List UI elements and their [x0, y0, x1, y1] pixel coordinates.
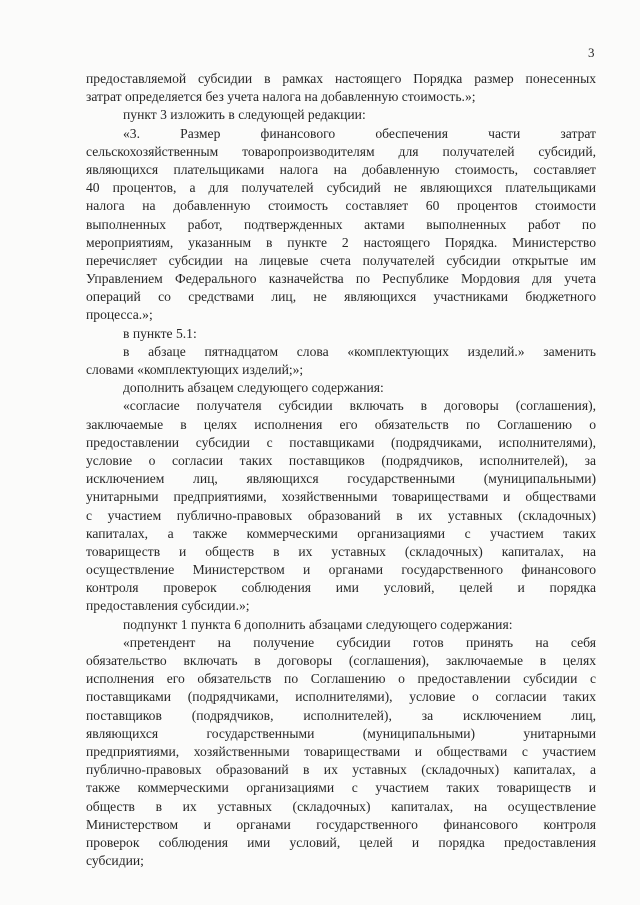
text-line: предоставления субсидии.»; — [86, 598, 250, 614]
text-line: обязательство включать в договоры (соглашения), заключаемые в целях — [86, 653, 596, 668]
text-line: являющихся плательщиками налога на добавленную стоимость, составляет — [86, 161, 596, 177]
text-line: «согласие получателя субсидии включать в договоры (соглашения), — [123, 398, 596, 414]
text-line: в пункте 5.1: — [123, 325, 197, 341]
text-line: также коммерческими организациями с участием таких товариществ и — [86, 780, 596, 796]
text-line: капиталах, а также коммерческими организациями с участием таких — [86, 525, 596, 541]
text-line: подпункт 1 пункта 6 дополнить абзацами следующего содержания: — [123, 616, 513, 632]
text-line: товариществ и обществ в их уставных (складочных) капиталах, на — [86, 543, 596, 559]
page-number: 3 — [588, 45, 595, 60]
text-line: налога на добавленную стоимость составляет 60 процентов стоимости — [86, 198, 596, 214]
text-line: контроля проверок соблюдения ими условий, целей и порядка — [86, 580, 596, 596]
text-line: процесса.»; — [86, 307, 153, 323]
text-line: выполненных работ, подтвержденных актами выполненных работ по — [86, 216, 596, 232]
text-line: публично-правовых образований в их уставных (складочных) капиталах, а — [86, 762, 596, 778]
text-line: являющихся государственными (муниципальными) унитарными — [86, 725, 596, 741]
text-line: 40 процентов, а для получателей субсидий не являющихся плательщиками — [86, 180, 596, 196]
text-line: заключаемые в целях исполнения его обязательств по Соглашению о — [86, 416, 596, 432]
text-line: унитарными предприятиями, хозяйственными товариществами и обществами — [86, 489, 596, 505]
text-line: обществ в их уставных (складочных) капиталах, на осуществление — [86, 798, 596, 814]
text-line: пункт 3 изложить в следующей редакции: — [123, 107, 366, 123]
text-line: словами «комплектующих изделий;»; — [86, 362, 304, 377]
text-line: затрат определяется без учета налога на добавленную стоимость.»; — [86, 89, 476, 105]
text-line: «3. Размер финансового обеспечения части затрат — [123, 125, 596, 141]
text-line: перечисляет субсидии на лицевые счета получателей субсидии открытые им — [86, 252, 596, 268]
text-line: мероприятиям, указанным в пункте 2 настоящего Порядка. Министерство — [86, 234, 596, 250]
text-line: операций со средствами лиц, не являющихся участниками бюджетного — [86, 289, 596, 305]
text-line: в абзаце пятнадцатом слова «комплектующих изделий.» заменить — [123, 343, 596, 359]
text-line: исполнения его обязательств по Соглашению о предоставлении субсидии с — [86, 671, 596, 687]
text-line: Управлением Федерального казначейства по Республике Мордовия для учета — [86, 271, 596, 287]
text-line: осуществление Министерством и органами государственного финансового — [86, 562, 596, 578]
document-body — [86, 70, 596, 870]
text-line: субсидии; — [86, 853, 144, 869]
text-line: предприятиями, хозяйственными товариществами и обществами с участием — [86, 743, 596, 759]
text-line: проверок соблюдения ими условий, целей и порядка предоставления — [86, 834, 596, 850]
text-line: Министерством и органами государственного финансового контроля — [86, 816, 596, 832]
text-line: «претендент на получение субсидии готов принять на себя — [123, 634, 596, 650]
text-line: предоставлении субсидии с поставщиками (подрядчиками, исполнителями), — [86, 434, 596, 450]
text-line: с участием публично-правовых образований в их уставных (складочных) — [86, 507, 596, 523]
text-line: предоставляемой субсидии в рамках настоящего Порядка размер понесенных — [86, 71, 596, 86]
text-line: поставщиками (подрядчиками, исполнителями), условие о согласии таких — [86, 689, 596, 705]
text-line: исключением лиц, являющихся государственными (муниципальными) — [86, 471, 596, 487]
text-line: сельскохозяйственным товаропроизводителям для получателей субсидий, — [86, 143, 596, 159]
text-line: условие о согласии таких поставщиков (подрядчиков, исполнителей), за — [86, 452, 596, 468]
text-line: дополнить абзацем следующего содержания: — [123, 380, 384, 396]
text-line: поставщиков (подрядчиков, исполнителей), за исключением лиц, — [86, 707, 596, 723]
